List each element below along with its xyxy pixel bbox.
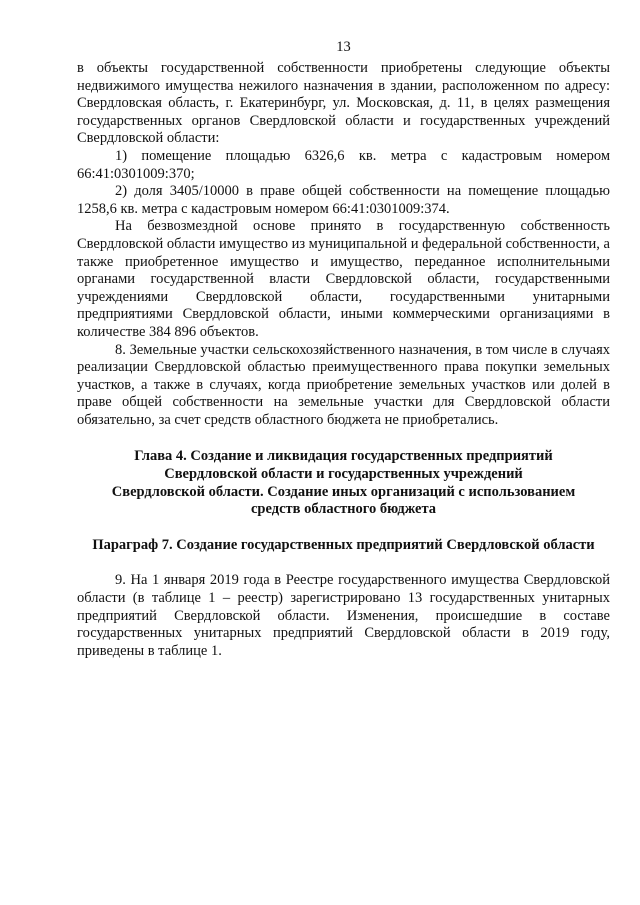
section-heading: Параграф 7. Создание государственных предприятий Свердловской области — [92, 536, 595, 553]
document-page — [77, 38, 610, 660]
paragraph-land-plots-8: 8. Земельные участки сельскохозяйственного назначения, в том числе в случаях реализации Свердловской областью преимущественного права покупки земельных участков, а также в случаях, когда приобретение земельных участков или долей в праве общей собственности на земельные участки для Свердловской области обязательно, за счет средств областного бюджета не приобретались. — [77, 341, 610, 428]
chapter-heading-line: Свердловской области. Создание иных организаций с использованием — [111, 483, 576, 500]
chapter-heading — [77, 448, 610, 518]
paragraph-acquired-objects: в объекты государственной собственности приобретены следующие объекты недвижимого имущества нежилого назначения в здании, расположенном по адресу: Свердловская область, г. Екатеринбург, ул. Московская, д. 11, в целях размещения государственных органов Свердловской области и государственных учреждений Свердловской области: — [77, 60, 610, 147]
list-item-premises-1: 1) помещение площадью 6326,6 кв. метра с кадастровым номером 66:41:0301009:370; — [77, 147, 610, 182]
paragraph-registry-9: 9. На 1 января 2019 года в Реестре государственного имущества Свердловской области (в таблице 1 – реестр) зарегистрировано 13 государственных унитарных предприятий Свердловской области. Изменения, происшедшие в составе государственных унитарных предприятий Свердловской области в 2019 году, приведены в таблице 1. — [77, 572, 610, 659]
chapter-heading-line: Глава 4. Создание и ликвидация государственных предприятий — [134, 448, 553, 465]
list-item-share-2: 2) доля 3405/10000 в праве общей собственности на помещение площадью 1258,6 кв. метра с кадастровым номером 66:41:0301009:374. — [77, 183, 610, 217]
chapter-heading-line: средств областного бюджета — [250, 501, 437, 518]
chapter-heading-line: Свердловской области и государственных учреждений — [164, 466, 523, 483]
page-number: 13 — [336, 39, 351, 55]
paragraph-free-transfer: На безвозмездной основе принято в государственную собственность Свердловской области имущество из муниципальной и федеральной собственности, а также приобретенное имущество и имущество, переданное исполнительными органами государственной власти Свердловской области, государственными учреждениями Свердловской области, государственными унитарными предприятиями Свердловской области, иными коммерческими организациями в количестве 384 896 объектов. — [77, 218, 610, 340]
